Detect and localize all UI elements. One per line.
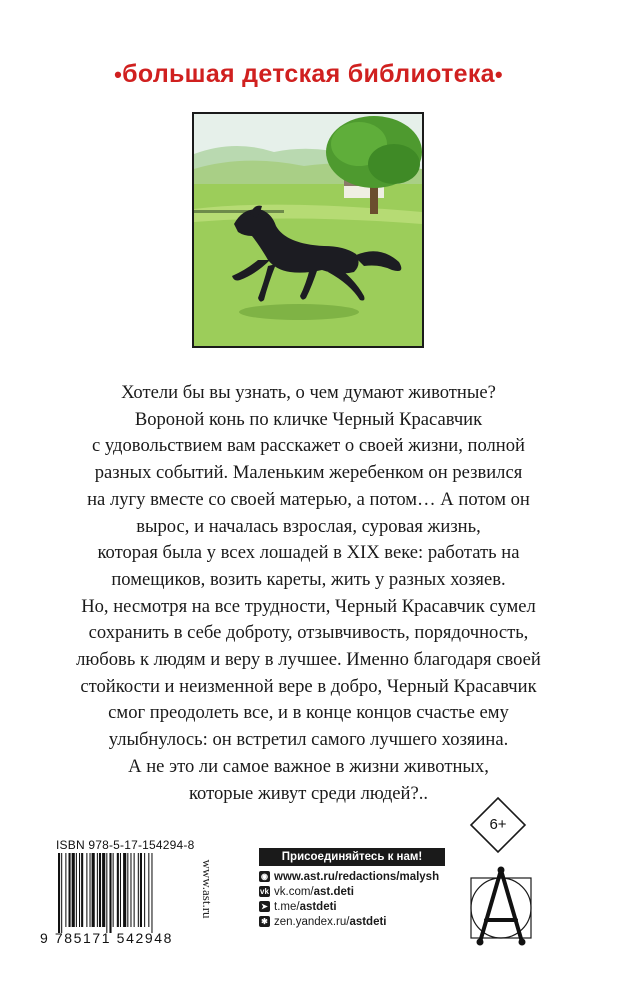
cover-illustration — [192, 112, 424, 348]
description-line: на лугу вместе со своей матерью, а потом… А потом он — [87, 488, 530, 510]
link-website-text: www.ast.ru/redactions/malysh — [274, 871, 440, 883]
series-dot-left: • — [114, 62, 123, 87]
social-links — [259, 870, 459, 930]
barcode-bar — [65, 853, 66, 927]
description-line: любовь к людям и веру в лучшее. Именно благодаря своей — [76, 649, 541, 671]
age-rating-badge — [469, 796, 527, 854]
series-title-text: большая детская библиотека — [122, 60, 495, 88]
telegram-icon: ➤ — [259, 901, 270, 912]
website-vertical — [190, 845, 220, 935]
link-zen-text: astdeti — [349, 916, 387, 928]
barcode-bar — [138, 853, 139, 927]
barcode-bar — [109, 853, 111, 933]
description-line: А не это ли самое важное в жизни животных, — [128, 755, 489, 777]
link-vk-text: ast.deti — [313, 886, 354, 898]
globe-icon: ◉ — [259, 871, 270, 882]
barcode-bar — [76, 853, 77, 927]
publisher-logo — [468, 866, 534, 950]
description-line: смог преодолеть все, и в конце концов счастье ему — [108, 702, 509, 724]
barcode-digits: 9 785171 542948 — [40, 930, 173, 946]
barcode-bar — [99, 853, 101, 927]
link-telegram-prefix: t.me/ — [274, 901, 300, 913]
description-line: улыбнулось: он встретил самого лучшего хозяина. — [108, 729, 509, 751]
link-zen-prefix: zen.yandex.ru/ — [274, 916, 350, 928]
link-vk-prefix: vk.com/ — [274, 886, 314, 898]
description-line: Но, несмотря на все трудности, Черный Красавчик сумел — [81, 595, 536, 617]
series-dot-right: • — [494, 62, 503, 87]
barcode-bar — [61, 853, 62, 933]
description-line: вырос, и началась взрослая, суровая жизнь, — [136, 515, 481, 537]
barcode-bar — [86, 853, 87, 927]
barcode-bar — [58, 853, 60, 933]
barcode-bar — [144, 853, 145, 927]
barcode-bar — [134, 853, 135, 927]
barcode-bar — [102, 853, 105, 927]
barcode-bar — [148, 853, 149, 927]
description-line: стойкости и неизменной вере в добро, Черный Красавчик — [80, 675, 537, 697]
description-line: которые живут среди людей?.. — [188, 782, 429, 804]
social-header: Присоединяйтесь к нам! — [259, 848, 445, 866]
description-line: Хотели бы вы узнать, о чем думают животные? — [121, 382, 496, 403]
barcode-bar — [90, 853, 91, 927]
series-title — [0, 60, 617, 89]
barcode — [56, 853, 196, 933]
barcode-bar — [97, 853, 98, 927]
description-line: которая была у всех лошадей в XIX веке: работать на — [97, 542, 520, 564]
barcode-bar — [106, 853, 107, 933]
age-rating-text: 6+ — [489, 816, 507, 833]
isbn-number: ISBN 978-5-17-154294-8 — [56, 838, 195, 852]
barcode-bar — [120, 853, 121, 927]
barcode-bar — [113, 853, 114, 927]
barcode-bar — [79, 853, 80, 927]
website-vertical-text: www.ast.ru — [200, 859, 215, 919]
barcode-bar — [127, 853, 128, 927]
link-vk[interactable] — [259, 885, 459, 900]
vk-icon: vk — [260, 887, 269, 897]
link-website[interactable] — [259, 870, 459, 885]
description-line: Вороной конь по кличке Черный Красавчик — [134, 408, 483, 430]
description-line: помещиков, возить кареты, жить у разных хозяев. — [111, 568, 506, 590]
barcode-bar — [81, 853, 83, 927]
link-zen[interactable] — [259, 915, 459, 930]
barcode-bar — [69, 853, 71, 927]
barcode-bar — [151, 853, 152, 933]
link-telegram[interactable] — [259, 900, 459, 915]
description-line: разных событий. Маленьким жеребенком он резвился — [94, 462, 523, 484]
description-line: сохранить в себе доброту, отзывчивость, порядочность, — [88, 622, 529, 644]
horse-illustration — [194, 114, 422, 346]
barcode-bar — [117, 853, 119, 927]
zen-icon: ✱ — [259, 916, 270, 927]
barcode-bar — [130, 853, 131, 927]
barcode-bar — [92, 853, 95, 927]
link-telegram-text: astdeti — [299, 901, 337, 913]
barcode-bar — [140, 853, 142, 927]
barcode-bar — [123, 853, 126, 927]
description-line: с удовольствием вам расскажет о своей жизни, полной — [92, 435, 525, 457]
book-description — [40, 380, 577, 807]
barcode-bar — [72, 853, 75, 927]
